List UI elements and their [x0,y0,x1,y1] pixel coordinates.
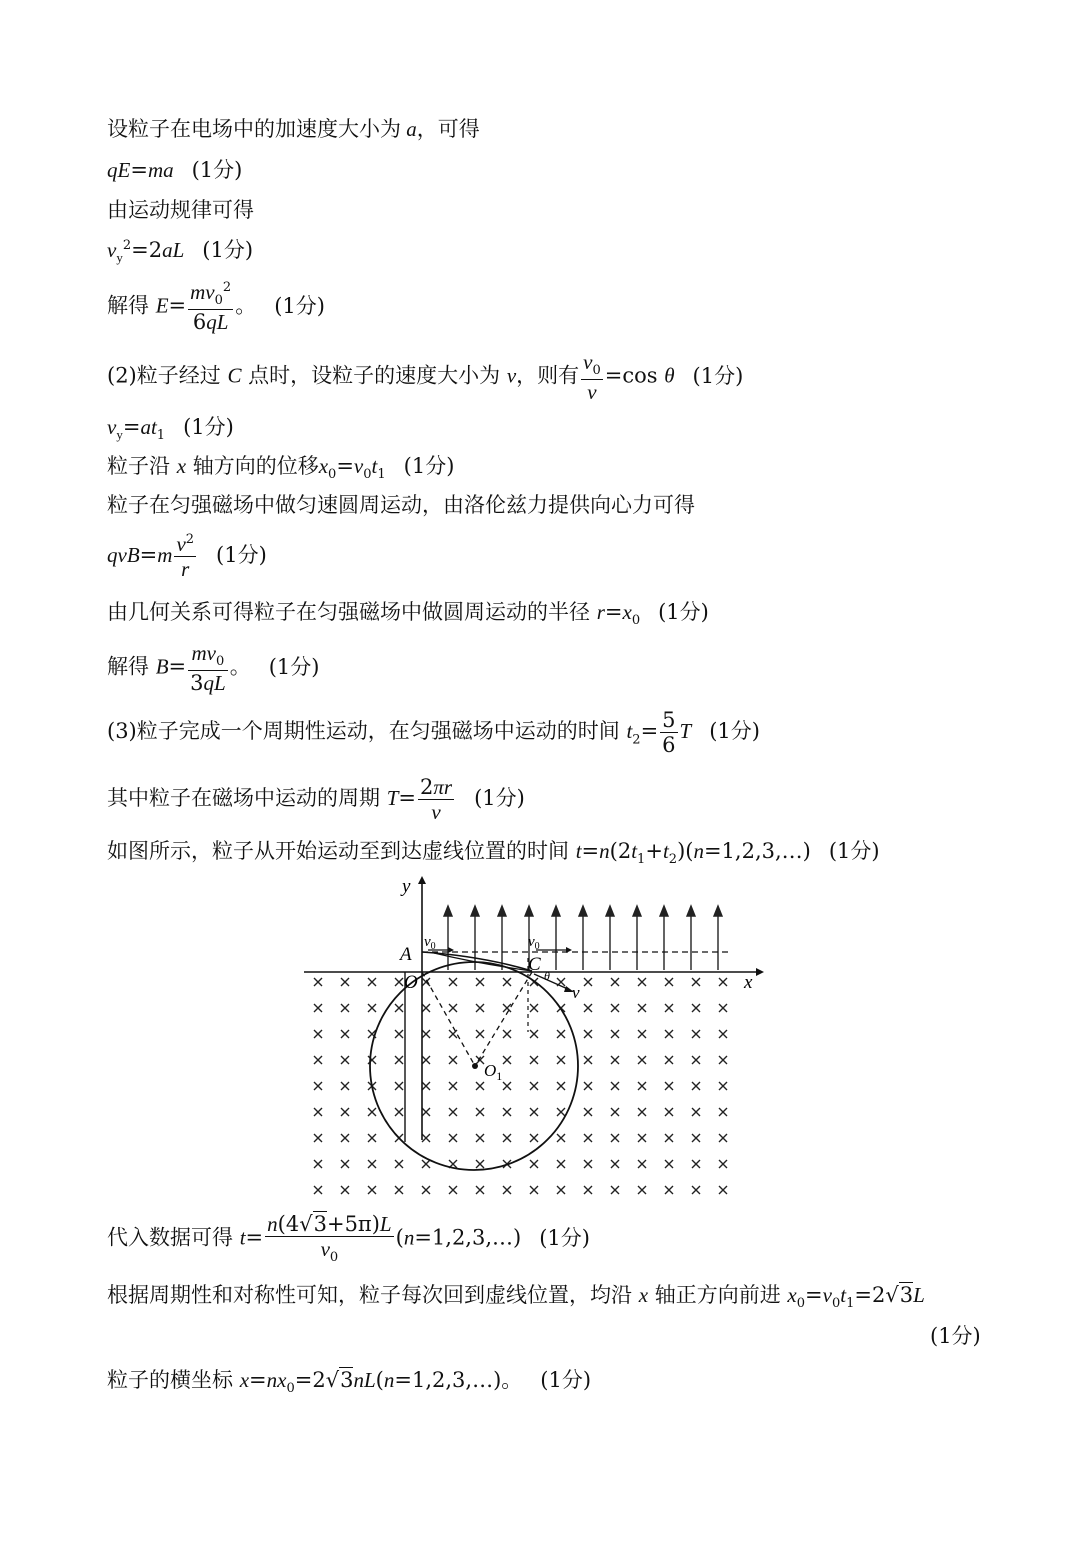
field-cross-mark [611,1030,619,1038]
score-label: (1分) [274,293,325,318]
field-arrow-head [579,906,587,916]
magnetic-field-diagram [300,870,770,1200]
field-cross-mark [638,1108,646,1116]
field-cross-mark [422,1004,430,1012]
field-cross-mark [584,1030,592,1038]
label-C: C [528,954,541,975]
field-cross-mark [449,1082,457,1090]
equation-advance: 根据周期性和对称性可知，粒子每次回到虚线位置，均沿 x 轴正方向前进 $x_0=v_0t_1=2√3L$ [107,1283,925,1312]
field-cross-mark [476,1134,484,1142]
field-cross-mark [692,1082,700,1090]
field-cross-mark [638,1186,646,1194]
score-label: (1分) [828,839,880,863]
field-cross-mark [584,1160,592,1168]
field-cross-mark [611,1004,619,1012]
label-theta: θ [544,969,550,983]
field-arrow-head [606,906,614,916]
field-cross-mark [719,1056,727,1064]
field-cross-mark [422,1056,430,1064]
equation-total-time: 如图所示，粒子从开始运动至到达虚线位置的时间 $t=n(2t_1+t_2)(n=1,2,3,\dots)$ (1分) [107,839,880,868]
text-line-circular-motion: 粒子在匀强磁场中做匀速圆周运动，由洛伦兹力提供向心力可得 [107,493,695,517]
equation-radius: 由几何关系可得粒子在匀强磁场中做圆周运动的半径 $r=x_0$ (1分) [107,600,709,629]
field-cross-mark [584,978,592,986]
equation-x0: 粒子沿 x 轴方向的位移$x_0=v_0t_1$ (1分) [107,454,455,483]
field-cross-mark [665,1030,673,1038]
equation-x-coordinate: 粒子的横坐标 $x=nx_0=2√3nL(n=1,2,3,\dots)$。 (1分) [107,1368,592,1397]
score-label: (1分) [540,1368,592,1392]
field-cross-mark [611,1160,619,1168]
radius-line-left [422,972,475,1066]
score-label: (1分) [268,654,320,679]
field-cross-mark [638,1134,646,1142]
field-cross-mark [476,1186,484,1194]
field-cross-mark [314,1004,322,1012]
field-cross-mark [530,1004,538,1012]
field-cross-mark [692,1030,700,1038]
field-cross-mark [665,1056,673,1064]
field-cross-mark [638,978,646,986]
field-cross-mark [611,1082,619,1090]
field-cross-mark [719,1134,727,1142]
field-cross-mark [584,1082,592,1090]
field-cross-mark [665,978,673,986]
field-cross-mark [692,1134,700,1142]
field-cross-mark [665,1004,673,1012]
label-O: O [404,972,418,993]
field-cross-mark [449,1108,457,1116]
field-cross-mark [422,1030,430,1038]
field-cross-mark [341,1186,349,1194]
field-cross-mark [476,1004,484,1012]
field-cross-mark [611,1056,619,1064]
center-point-O1 [472,1063,478,1069]
label-v0-right: $v_0$ [528,934,540,952]
field-cross-mark [665,1082,673,1090]
field-cross-mark [719,1004,727,1012]
field-cross-mark [395,1056,403,1064]
equation-lorentz: qvB=m $\frac{v^2}{r}$ (1分) [107,532,267,582]
equation-qE-ma: qE=ma (1分) [107,158,243,182]
field-cross-mark [692,978,700,986]
field-cross-mark [584,1004,592,1012]
field-arrow-head [714,906,722,916]
field-arrow-head [444,906,452,916]
equation-vy-at1: $v_y=at_1$ (1分) [107,415,234,444]
label-y: y [402,876,411,897]
field-cross-mark [665,1108,673,1116]
field-cross-mark [638,1056,646,1064]
field-cross-mark [665,1186,673,1194]
field-cross-mark [368,978,376,986]
score-label: (1分) [183,415,234,439]
field-cross-mark [611,1134,619,1142]
score-label: (1分) [202,238,254,262]
field-cross-mark [530,1160,538,1168]
field-cross-mark [638,1082,646,1090]
score-label: (1分) [658,600,709,624]
equation-cos-theta: (2)粒子经过 C 点时，设粒子的速度大小为 v，则有 $\frac{v_0}{v}$ =cos θ (1分) [107,350,744,405]
score-label: (1分) [403,454,455,478]
field-arrow-head [633,906,641,916]
field-cross-mark [638,1030,646,1038]
field-cross-mark [530,1056,538,1064]
field-cross-mark [503,1004,511,1012]
score-label: (1分) [539,1225,590,1250]
field-cross-mark [557,1056,565,1064]
field-cross-mark [341,978,349,986]
field-arrow-head [660,906,668,916]
field-cross-mark [314,1186,322,1194]
field-cross-mark [503,978,511,986]
field-cross-mark [692,1186,700,1194]
field-cross-mark [368,1186,376,1194]
field-cross-mark [395,1108,403,1116]
field-cross-mark [395,1186,403,1194]
field-cross-mark [341,1030,349,1038]
field-cross-mark [341,1108,349,1116]
field-cross-mark [611,1108,619,1116]
field-cross-mark [719,1108,727,1116]
field-cross-mark [557,1186,565,1194]
field-cross-mark [530,1186,538,1194]
field-cross-mark [422,1186,430,1194]
field-arrow-head [525,906,533,916]
score-label: (1分) [216,543,267,568]
field-arrow-head [687,906,695,916]
field-cross-mark [368,1004,376,1012]
field-cross-mark [341,1056,349,1064]
field-cross-mark [341,1004,349,1012]
field-cross-mark [557,1108,565,1116]
field-cross-mark [314,1160,322,1168]
field-cross-mark [449,1030,457,1038]
field-cross-mark [314,1056,322,1064]
field-cross-mark [314,1030,322,1038]
field-cross-mark [476,1030,484,1038]
field-cross-mark [368,1160,376,1168]
field-cross-mark [503,1056,511,1064]
field-cross-mark [395,1160,403,1168]
field-cross-mark [557,1030,565,1038]
score-label: (1分) [692,363,744,388]
field-cross-mark [530,1082,538,1090]
field-cross-mark [557,1082,565,1090]
score-label: (1分) [191,158,243,182]
field-cross-mark [476,1160,484,1168]
field-cross-mark [395,1030,403,1038]
field-cross-mark [341,1082,349,1090]
label-x: x [744,972,753,993]
field-cross-mark [692,1108,700,1116]
field-cross-mark [692,1160,700,1168]
field-cross-mark [368,1134,376,1142]
field-cross-mark [476,978,484,986]
field-cross-mark [476,1082,484,1090]
field-cross-mark [584,1056,592,1064]
field-cross-mark [530,1108,538,1116]
field-cross-mark [557,1160,565,1168]
field-cross-mark [503,1030,511,1038]
field-cross-mark [314,1108,322,1116]
field-cross-mark [584,1134,592,1142]
field-cross-mark [665,1160,673,1168]
field-arrow-head [552,906,560,916]
field-cross-mark [638,1004,646,1012]
field-cross-mark [557,1134,565,1142]
field-cross-mark [422,978,430,986]
field-cross-mark [395,1082,403,1090]
equation-vy2: $v_y^2=2aL$ (1分) [107,238,254,266]
score-label-right: (1分) [930,1324,981,1348]
field-cross-mark [665,1134,673,1142]
field-cross-mark [422,1134,430,1142]
field-cross-mark [638,1160,646,1168]
field-cross-mark [314,1082,322,1090]
label-A: A [400,944,412,965]
field-cross-mark [341,1160,349,1168]
field-cross-mark [530,1030,538,1038]
field-cross-mark [422,1082,430,1090]
field-cross-mark [395,978,403,986]
field-cross-mark [449,1004,457,1012]
field-cross-mark [449,978,457,986]
field-cross-mark [719,978,727,986]
equation-period: 其中粒子在磁场中运动的周期 T= $\frac{2\pi r}{v}$ (1分) [107,775,525,825]
field-cross-mark [476,1108,484,1116]
field-cross-mark [530,1134,538,1142]
field-cross-mark [422,1108,430,1116]
field-cross-mark [584,1186,592,1194]
equation-t-substituted: 代入数据可得 t= $\frac{n(4√3+5\pi)L}{v_0}$ (n=1,2,3,…) (1分) [107,1212,590,1266]
field-cross-mark [719,1160,727,1168]
label-O1: $O_1$ [484,1061,503,1083]
score-label: (1分) [474,786,525,811]
field-cross-mark [449,1056,457,1064]
field-cross-mark [692,1004,700,1012]
equation-E-result: 解得 E= $\frac{mv_0^2}{6qL}$ 。 (1分) [107,280,325,335]
field-cross-mark [503,1186,511,1194]
field-cross-mark [449,1186,457,1194]
field-cross-mark [584,1108,592,1116]
field-cross-mark [503,1108,511,1116]
field-cross-mark [314,1134,322,1142]
equation-B-result: 解得 B= $\frac{mv_0}{3qL}$ 。 (1分) [107,641,320,696]
text-line-motion-law: 由运动规律可得 [107,198,254,222]
field-cross-mark [719,1186,727,1194]
field-crosses [314,978,727,1194]
field-cross-mark [422,1160,430,1168]
score-label: (1分) [709,719,760,744]
label-v: v [572,983,580,1002]
field-cross-mark [368,1108,376,1116]
field-arrow-head [471,906,479,916]
equation-t2: (3)粒子完成一个周期性运动，在匀强磁场中运动的时间 $t_2=$ $\frac{5}{6}$ T (1分) [107,708,760,758]
field-cross-mark [719,1082,727,1090]
field-cross-mark [314,978,322,986]
text-line-accel-intro: 设粒子在电场中的加速度大小为 a，可得 [107,117,480,141]
field-cross-mark [611,978,619,986]
field-cross-mark [719,1030,727,1038]
field-cross-mark [503,1082,511,1090]
field-arrow-head [498,906,506,916]
field-cross-mark [503,1134,511,1142]
field-cross-mark [611,1186,619,1194]
label-v0-left: $v_0$ [424,934,436,952]
field-cross-mark [449,1134,457,1142]
field-cross-mark [341,1134,349,1142]
field-cross-mark [692,1056,700,1064]
field-cross-mark [395,1004,403,1012]
